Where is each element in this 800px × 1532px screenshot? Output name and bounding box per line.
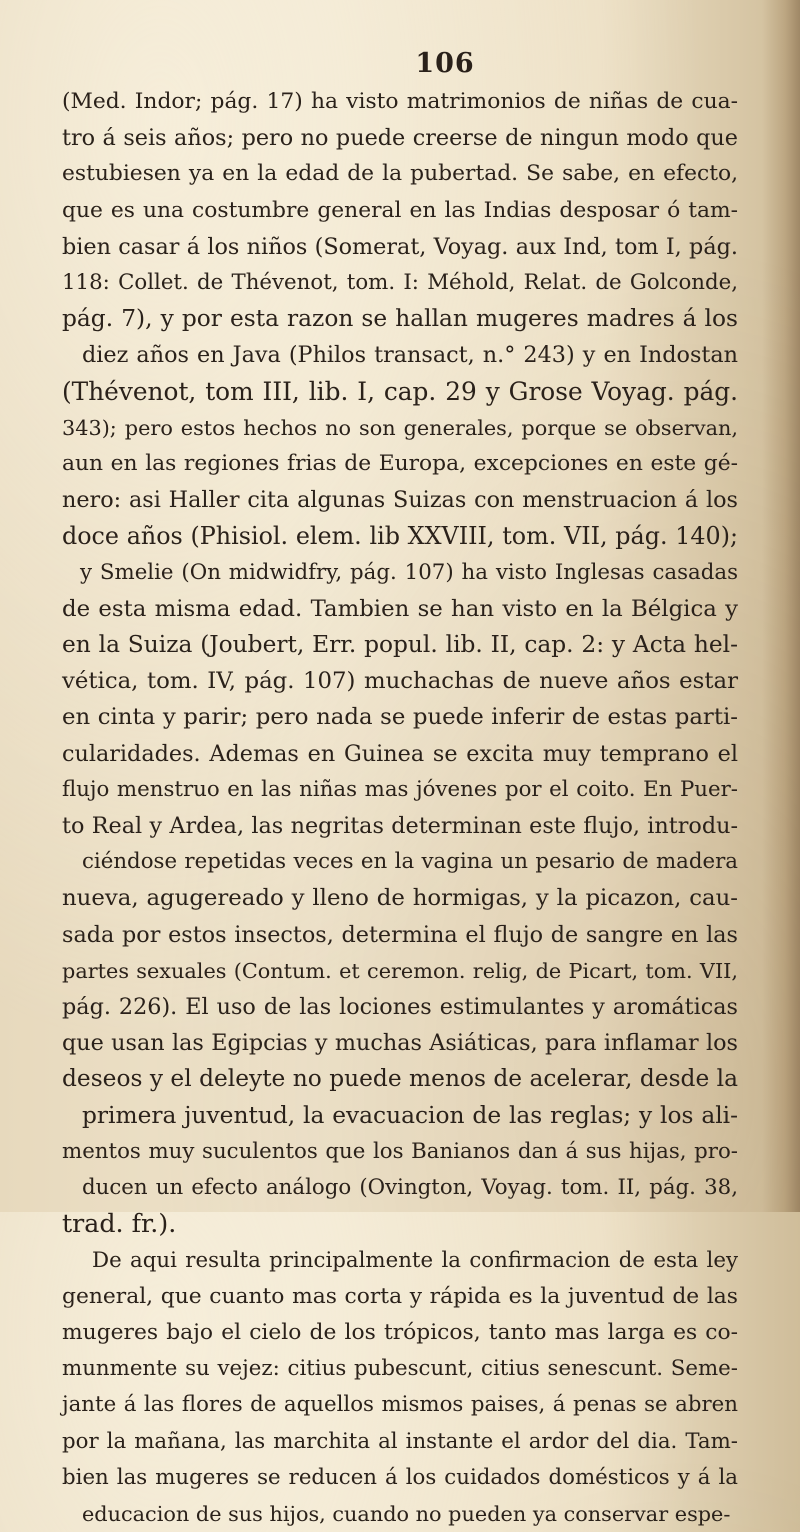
text-line: to Real y Ardea, las negritas determinan este flujo, introdu-: [62, 808, 738, 844]
text-line: tro á seis años; pero no puede creerse de ningun modo que: [62, 120, 738, 156]
text-line: deseos y el deleyte no puede menos de acelerar, desde la: [62, 1061, 738, 1097]
text-line: y Smelie (On midwidfry, pág. 107) ha visto Inglesas casadas: [62, 555, 738, 591]
text-line: bien las mugeres se reducen á los cuidados domésticos y á la: [62, 1460, 738, 1496]
text-line: educacion de sus hijos, cuando no pueden ya conservar espe-: [62, 1496, 738, 1532]
book-page: [62, 48, 738, 1532]
text-line: que es una costumbre general en las Indias desposar ó tam-: [62, 193, 738, 229]
text-line: nueva, agugereado y lleno de hormigas, y la picazon, cau-: [62, 880, 738, 916]
text-line: vética, tom. IV, pág. 107) muchachas de nueve años estar: [62, 663, 738, 699]
text-line: estubiesen ya en la edad de la pubertad. Se sabe, en efecto,: [62, 156, 738, 192]
text-line: mugeres bajo el cielo de los trópicos, tanto mas larga es co-: [62, 1315, 738, 1351]
paragraph-1: [62, 84, 738, 1243]
page-number: 106: [152, 48, 738, 80]
text-line: cularidades. Ademas en Guinea se excita muy temprano el: [62, 736, 738, 772]
text-line: de esta misma edad. Tambien se han visto en la Bélgica y: [62, 591, 738, 627]
text-line: primera juventud, la evacuacion de las reglas; y los ali-: [62, 1098, 738, 1134]
text-line: sada por estos insectos, determina el flujo de sangre en las: [62, 917, 738, 953]
paragraph-2: [62, 1243, 738, 1532]
text-line: ciéndose repetidas veces en la vagina un pesario de madera: [62, 844, 738, 880]
text-line: aun en las regiones frias de Europa, excepciones en este gé-: [62, 446, 738, 482]
text-line: 118: Collet. de Thévenot, tom. I: Méhold, Relat. de Golconde,: [62, 265, 738, 301]
text-line: nero: asi Haller cita algunas Suizas con menstruacion á los: [62, 482, 738, 518]
text-line: diez años en Java (Philos transact, n.° 243) y en Indostan: [62, 337, 738, 373]
text-line: ducen un efecto análogo (Ovington, Voyag. tom. II, pág. 38,: [62, 1170, 738, 1206]
text-line: que usan las Egipcias y muchas Asiáticas, para inflamar los: [62, 1025, 738, 1061]
text-line: en la Suiza (Joubert, Err. popul. lib. II, cap. 2: y Acta hel-: [62, 627, 738, 663]
text-line: (Thévenot, tom III, lib. I, cap. 29 y Grose Voyag. pág.: [62, 374, 738, 410]
text-line: (Med. Indor; pág. 17) ha visto matrimonios de niñas de cua-: [62, 84, 738, 120]
text-line: munmente su vejez: citius pubescunt, citius senescunt. Seme-: [62, 1351, 738, 1387]
text-line: pág. 7), y por esta razon se hallan mugeres madres á los: [62, 301, 738, 337]
text-line: De aqui resulta principalmente la confirmacion de esta ley: [62, 1243, 738, 1279]
text-line: 343); pero estos hechos no son generales, porque se observan,: [62, 410, 738, 446]
page-edge-shadow: [762, 0, 800, 1212]
text-line: trad. fr.).: [62, 1206, 738, 1242]
text-line: mentos muy suculentos que los Banianos dan á sus hijas, pro-: [62, 1134, 738, 1170]
text-line: por la mañana, las marchita al instante el ardor del dia. Tam-: [62, 1424, 738, 1460]
text-line: bien casar á los niños (Somerat, Voyag. aux Ind, tom I, pág.: [62, 229, 738, 265]
text-line: en cinta y parir; pero nada se puede inferir de estas parti-: [62, 699, 738, 735]
text-line: jante á las flores de aquellos mismos paises, á penas se abren: [62, 1387, 738, 1423]
text-line: general, que cuanto mas corta y rápida es la juventud de las: [62, 1279, 738, 1315]
text-line: pág. 226). El uso de las lociones estimulantes y aromáticas: [62, 989, 738, 1025]
text-line: flujo menstruo en las niñas mas jóvenes por el coito. En Puer-: [62, 772, 738, 808]
text-line: doce años (Phisiol. elem. lib XXVIII, tom. VII, pág. 140);: [62, 518, 738, 554]
text-line: partes sexuales (Contum. et ceremon. relig, de Picart, tom. VII,: [62, 953, 738, 989]
